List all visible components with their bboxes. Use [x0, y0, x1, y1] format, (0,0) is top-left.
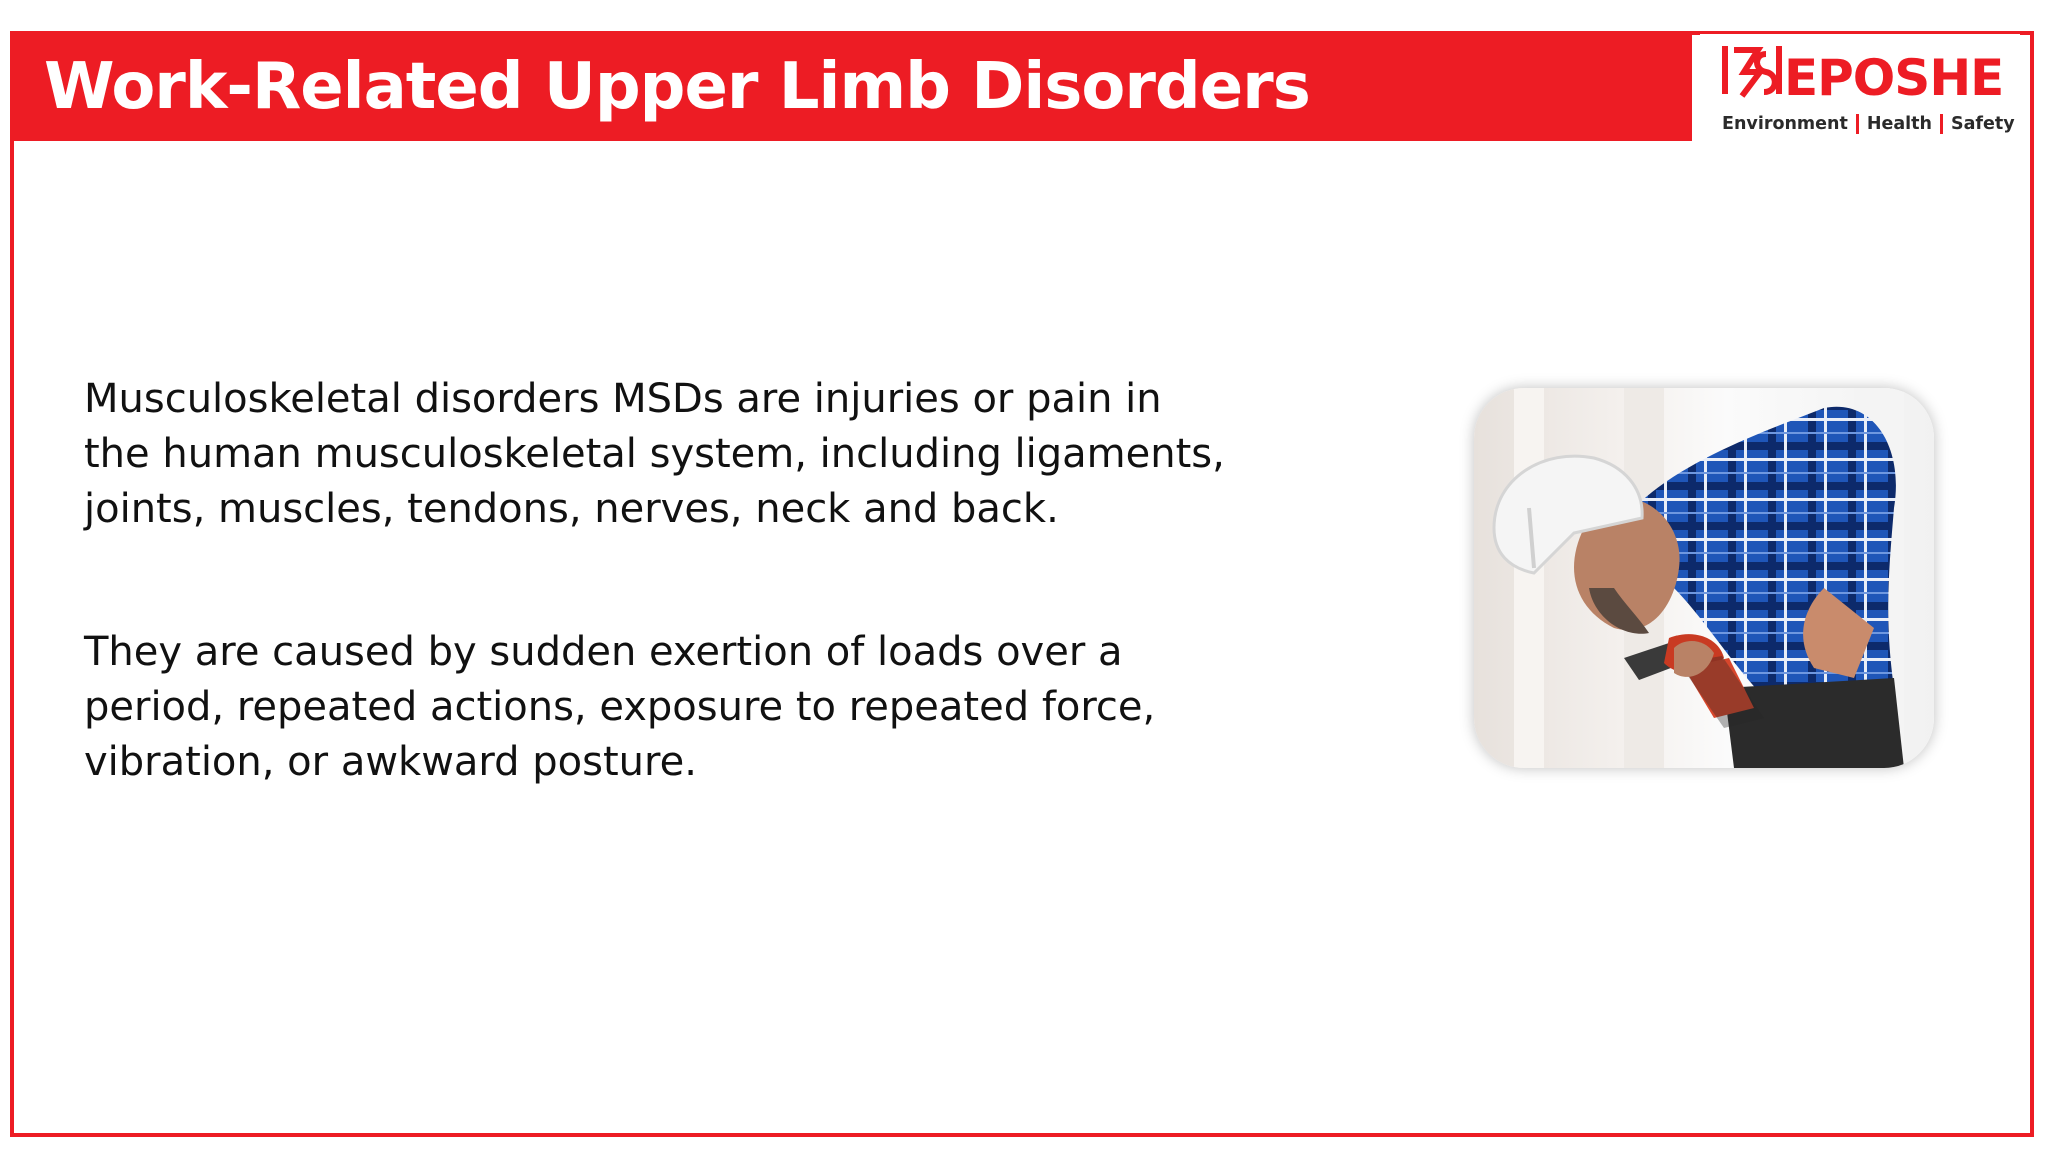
text-line: the human musculoskeletal system, including ligaments,: [84, 431, 1225, 477]
worker-illustration: [1474, 388, 1934, 768]
text-line: Musculoskeletal disorders MSDs are injuries or pain in: [84, 376, 1162, 422]
body-content: [84, 372, 1284, 878]
tagline-safety: Safety: [1951, 114, 2015, 134]
tagline-divider: [1856, 114, 1859, 134]
worker-back-pain-photo: [1474, 388, 1934, 768]
tagline-environment: Environment: [1722, 114, 1848, 134]
paragraph-msd-definition: [84, 372, 1284, 537]
title-bar: [10, 33, 1692, 141]
slide-title: Work-Related Upper Limb Disorders: [44, 50, 1310, 124]
paragraph-msd-causes: [84, 625, 1284, 790]
tagline-health: Health: [1866, 114, 1933, 134]
logo-wordmark: EPOSHE: [1784, 49, 2004, 107]
eposhe-logo: [1700, 34, 2020, 140]
text-line: They are caused by sudden exertion of loads over a: [84, 629, 1123, 675]
tagline-divider: [1940, 114, 1943, 134]
text-line: joints, muscles, tendons, nerves, neck and back.: [84, 486, 1059, 532]
text-line: vibration, or awkward posture.: [84, 739, 697, 785]
logo-tagline: [1722, 114, 2015, 134]
text-line: period, repeated actions, exposure to repeated force,: [84, 684, 1156, 730]
